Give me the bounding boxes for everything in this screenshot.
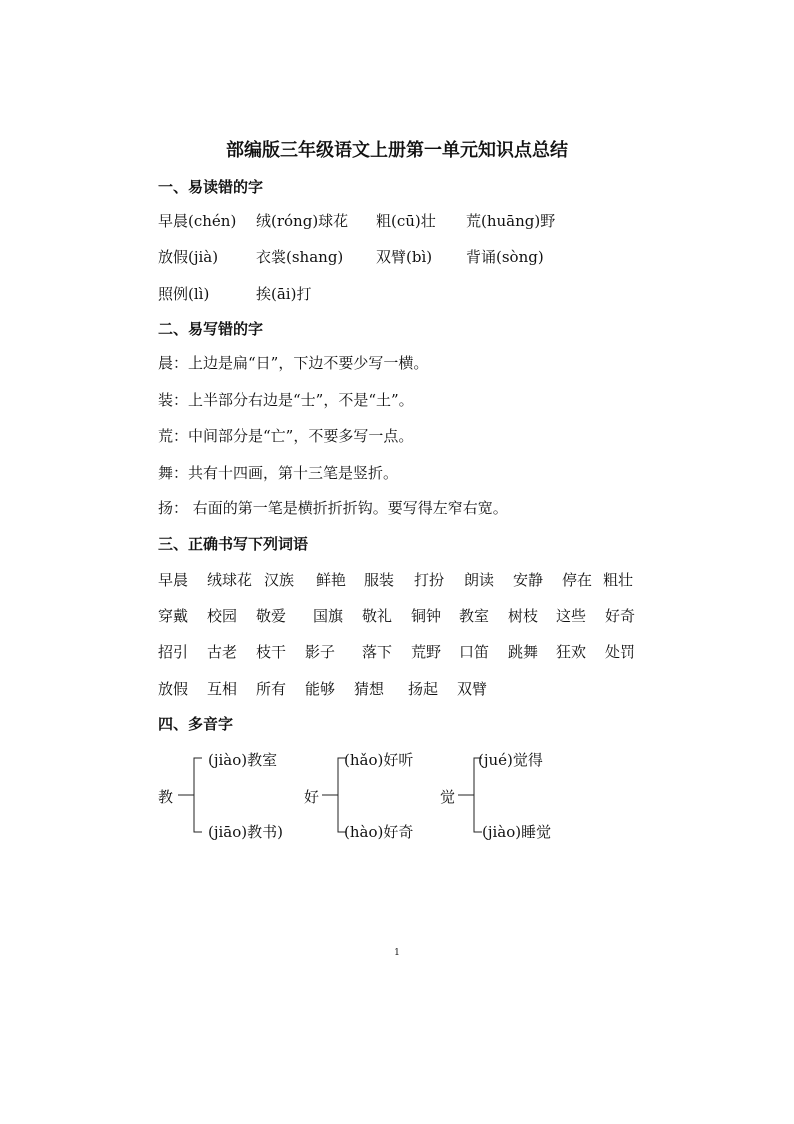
vocab-word: 粗壮	[603, 571, 634, 589]
vocab-word: 狂欢	[556, 643, 587, 661]
polyphone-reading: (hào)好奇	[344, 823, 414, 841]
reading-item: 衣裳(shang)	[256, 248, 344, 266]
vocab-word: 双臂	[457, 680, 488, 698]
reading-item: 荒(huāng)野	[466, 212, 556, 230]
vocab-word: 跳舞	[508, 643, 539, 661]
reading-item: 粗(cū)壮	[376, 212, 436, 230]
vocab-word: 放假	[158, 680, 189, 698]
vocab-word: 招引	[158, 643, 189, 661]
writing-note: 扬： 右面的第一笔是横折折折钩。要写得左窄右宽。	[158, 499, 508, 517]
vocab-word: 教室	[459, 607, 490, 625]
vocab-word: 所有	[256, 680, 287, 698]
writing-note: 装：上半部分右边是“士”，不是“土”。	[158, 391, 414, 409]
vocab-word: 停在	[562, 571, 593, 589]
bracket-connector	[174, 756, 204, 834]
vocab-word: 这些	[556, 607, 587, 625]
vocab-word: 国旗	[313, 607, 344, 625]
writing-note: 荒：中间部分是“亡”，不要多写一点。	[158, 427, 414, 445]
vocab-word: 树枝	[508, 607, 539, 625]
vocab-word: 枝干	[256, 643, 287, 661]
vocab-word: 口笛	[459, 643, 490, 661]
section-heading-1: 一、易读错的字	[158, 178, 264, 196]
reading-item: 照例(lì)	[158, 285, 210, 303]
polyphone-reading: (jiào)教室	[208, 751, 278, 769]
vocab-word: 敬礼	[362, 607, 393, 625]
vocab-word: 打扮	[414, 571, 445, 589]
vocab-word: 安静	[513, 571, 544, 589]
vocab-word: 铜钟	[411, 607, 442, 625]
polyphone-char: 好	[304, 788, 320, 806]
vocab-word: 古老	[207, 643, 238, 661]
vocab-word: 猜想	[354, 680, 385, 698]
page-title: 部编版三年级语文上册第一单元知识点总结	[226, 140, 568, 161]
vocab-word: 处罚	[605, 643, 636, 661]
vocab-word: 扬起	[408, 680, 439, 698]
vocab-word: 落下	[362, 643, 393, 661]
polyphone-reading: (jiāo)教书)	[208, 823, 283, 841]
vocab-word: 互相	[207, 680, 238, 698]
vocab-word: 绒球花	[207, 571, 253, 589]
vocab-word: 朗读	[464, 571, 495, 589]
reading-item: 背诵(sòng)	[466, 248, 544, 266]
reading-item: 放假(jià)	[158, 248, 219, 266]
section-heading-2: 二、易写错的字	[158, 320, 264, 338]
writing-note: 舞：共有十四画，第十三笔是竖折。	[158, 464, 399, 482]
vocab-word: 穿戴	[158, 607, 189, 625]
polyphone-char: 觉	[440, 788, 456, 806]
vocab-word: 敬爱	[256, 607, 287, 625]
polyphone-char: 教	[158, 788, 174, 806]
reading-item: 绒(róng)球花	[256, 212, 349, 230]
vocab-word: 影子	[305, 643, 336, 661]
polyphone-reading: (jiào)睡觉	[482, 823, 552, 841]
vocab-word: 汉族	[264, 571, 295, 589]
section-heading-3: 三、正确书写下列词语	[158, 535, 309, 553]
vocab-word: 能够	[305, 680, 336, 698]
vocab-word: 荒野	[411, 643, 442, 661]
section-heading-4: 四、多音字	[158, 715, 234, 733]
reading-item: 挨(āi)打	[256, 285, 312, 303]
vocab-word: 早晨	[158, 571, 189, 589]
vocab-word: 校园	[207, 607, 238, 625]
reading-item: 双臂(bì)	[376, 248, 433, 266]
vocab-word: 鲜艳	[316, 571, 347, 589]
writing-note: 晨：上边是扁“日”，下边不要少写一横。	[158, 354, 429, 372]
page-number: 1	[394, 948, 400, 958]
polyphone-reading: (jué)觉得	[478, 751, 543, 769]
vocab-word: 好奇	[605, 607, 636, 625]
polyphone-reading: (hǎo)好听	[344, 751, 414, 769]
reading-item: 早晨(chén)	[158, 212, 237, 230]
vocab-word: 服装	[364, 571, 395, 589]
